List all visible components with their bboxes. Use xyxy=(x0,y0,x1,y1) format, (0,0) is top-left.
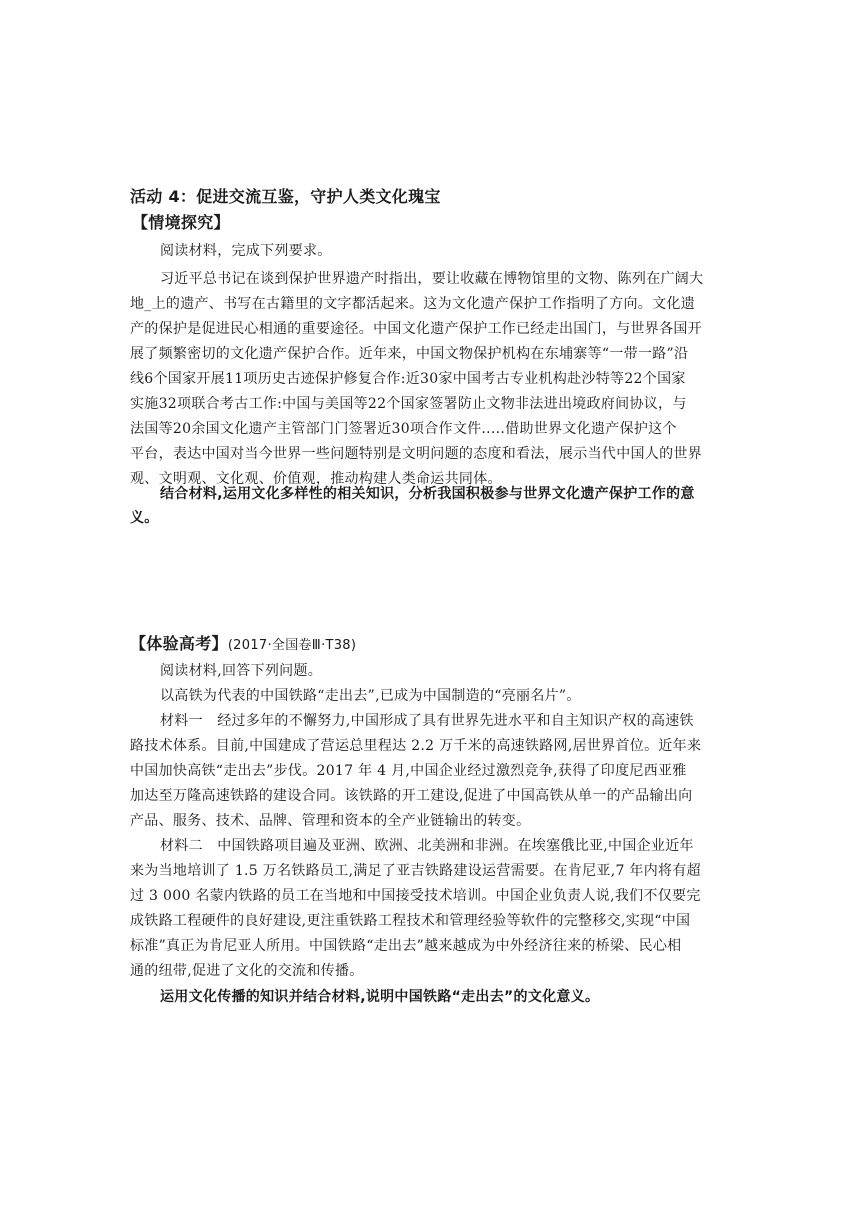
paragraph-line: 展了频繁密切的文化遗产保护合作。近年来，中国文物保护机构在东埔寨等“一带一路”沿 xyxy=(130,346,689,362)
material2-line: 来为当地培训了 1.5 万名铁路员工,满足了亚吉铁路建设运营需要。在肯尼亚,7 年内将有超 xyxy=(130,863,701,879)
material2-line: 标准”真正为肯尼亚人所用。中国铁路“走出去”越来越成为中外经济往来的桥梁、民心相 xyxy=(130,938,682,954)
activity-question: 结合材料,运用文化多样性的相关知识，分析我国积极参与世界文化遗产保护工作的意 xyxy=(160,486,695,502)
activity-question: 义。 xyxy=(130,510,159,526)
activity-intro: 阅读材料，完成下列要求。 xyxy=(160,243,332,259)
section-label-scenario: 【情境探究】 xyxy=(132,213,230,232)
material1-line: 产品、服务、技术、品牌、管理和资本的全产业链输出的转变。 xyxy=(130,813,531,829)
paragraph-line: 实施32项联合考古工作:中国与美国等22个国家签署防止文物非法进出境政府间协议，与 xyxy=(130,396,687,412)
section-label-exam: 【体验高考】 xyxy=(130,634,228,653)
paragraph-line: 产的保护是促进民心相通的重要途径。中国文化遗产保护工作已经走出国门，与世界各国开 xyxy=(130,321,702,337)
material1-line: 路技术体系。目前,中国建成了营运总里程达 2.2 万千米的高速铁路网,居世界首位。近年来 xyxy=(130,738,702,754)
material2-line: 成铁路工程硬件的良好建设,更注重铁路工程技术和管理经验等软件的完整移交,实现“中国 xyxy=(130,913,691,929)
activity-title: 活动 4：促进交流互鉴，守护人类文化瑰宝 xyxy=(130,187,441,206)
paragraph-line: 观、文明观、文化观、价值观，推动构建人类命运共同体。 xyxy=(130,471,502,487)
material2-line: 材料二 中国铁路项目遍及亚洲、欧洲、北美洲和非洲。在埃塞俄比亚,中国企业近年 xyxy=(160,838,694,854)
material2-line: 通的纽带,促进了文化的交流和传播。 xyxy=(130,963,364,979)
material1-line: 中国加快高铁“走出去”步伐。2017 年 4 月,中国企业经过激烈竞争,获得了印度尼西亚雅 xyxy=(130,763,687,779)
exam-intro: 阅读材料,回答下列问题。 xyxy=(160,663,323,679)
material1-line: 加达至万隆高速铁路的建设合同。该铁路的开工建设,促进了中国高铁从单一的产品输出向 xyxy=(130,788,693,804)
paragraph-line: 平台，表达中国对当今世界一些问题特别是文明问题的态度和看法，展示当代中国人的世界 xyxy=(130,446,702,462)
exam-lead: 以高铁为代表的中国铁路“走出去”,已成为中国制造的“亮丽名片”。 xyxy=(160,688,581,704)
paragraph-line: 法国等20余国文化遗产主管部门门签署近30项合作文件.....借助世界文化遗产保护这个 xyxy=(130,421,677,437)
exam-question: 运用文化传播的知识并结合材料,说明中国铁路“走出去”的文化意义。 xyxy=(160,989,600,1005)
paragraph-line: 地_上的遗产、书写在古籍里的文字都活起来。这为文化遗产保护工作指明了方向。文化遗 xyxy=(130,296,695,312)
paragraph-line: 线6个国家开展11项历史古迹保护修复合作:近30家中国考古专业机构赴沙特等22个国家 xyxy=(130,371,686,387)
material1-line: 材料一 经过多年的不懈努力,中国形成了具有世界先进水平和自主知识产权的高速铁 xyxy=(160,713,694,729)
material2-line: 过 3 000 名蒙内铁路的员工在当地和中国接受技术培训。中国企业负责人说,我们不仅要完 xyxy=(130,888,701,904)
exam-header xyxy=(130,634,356,656)
exam-source: (2017·全国卷Ⅲ·T38) xyxy=(227,638,357,653)
paragraph-line: 习近平总书记在谈到保护世界遗产时指出，要让收藏在博物馆里的文物、陈列在广阔大 xyxy=(160,271,704,287)
